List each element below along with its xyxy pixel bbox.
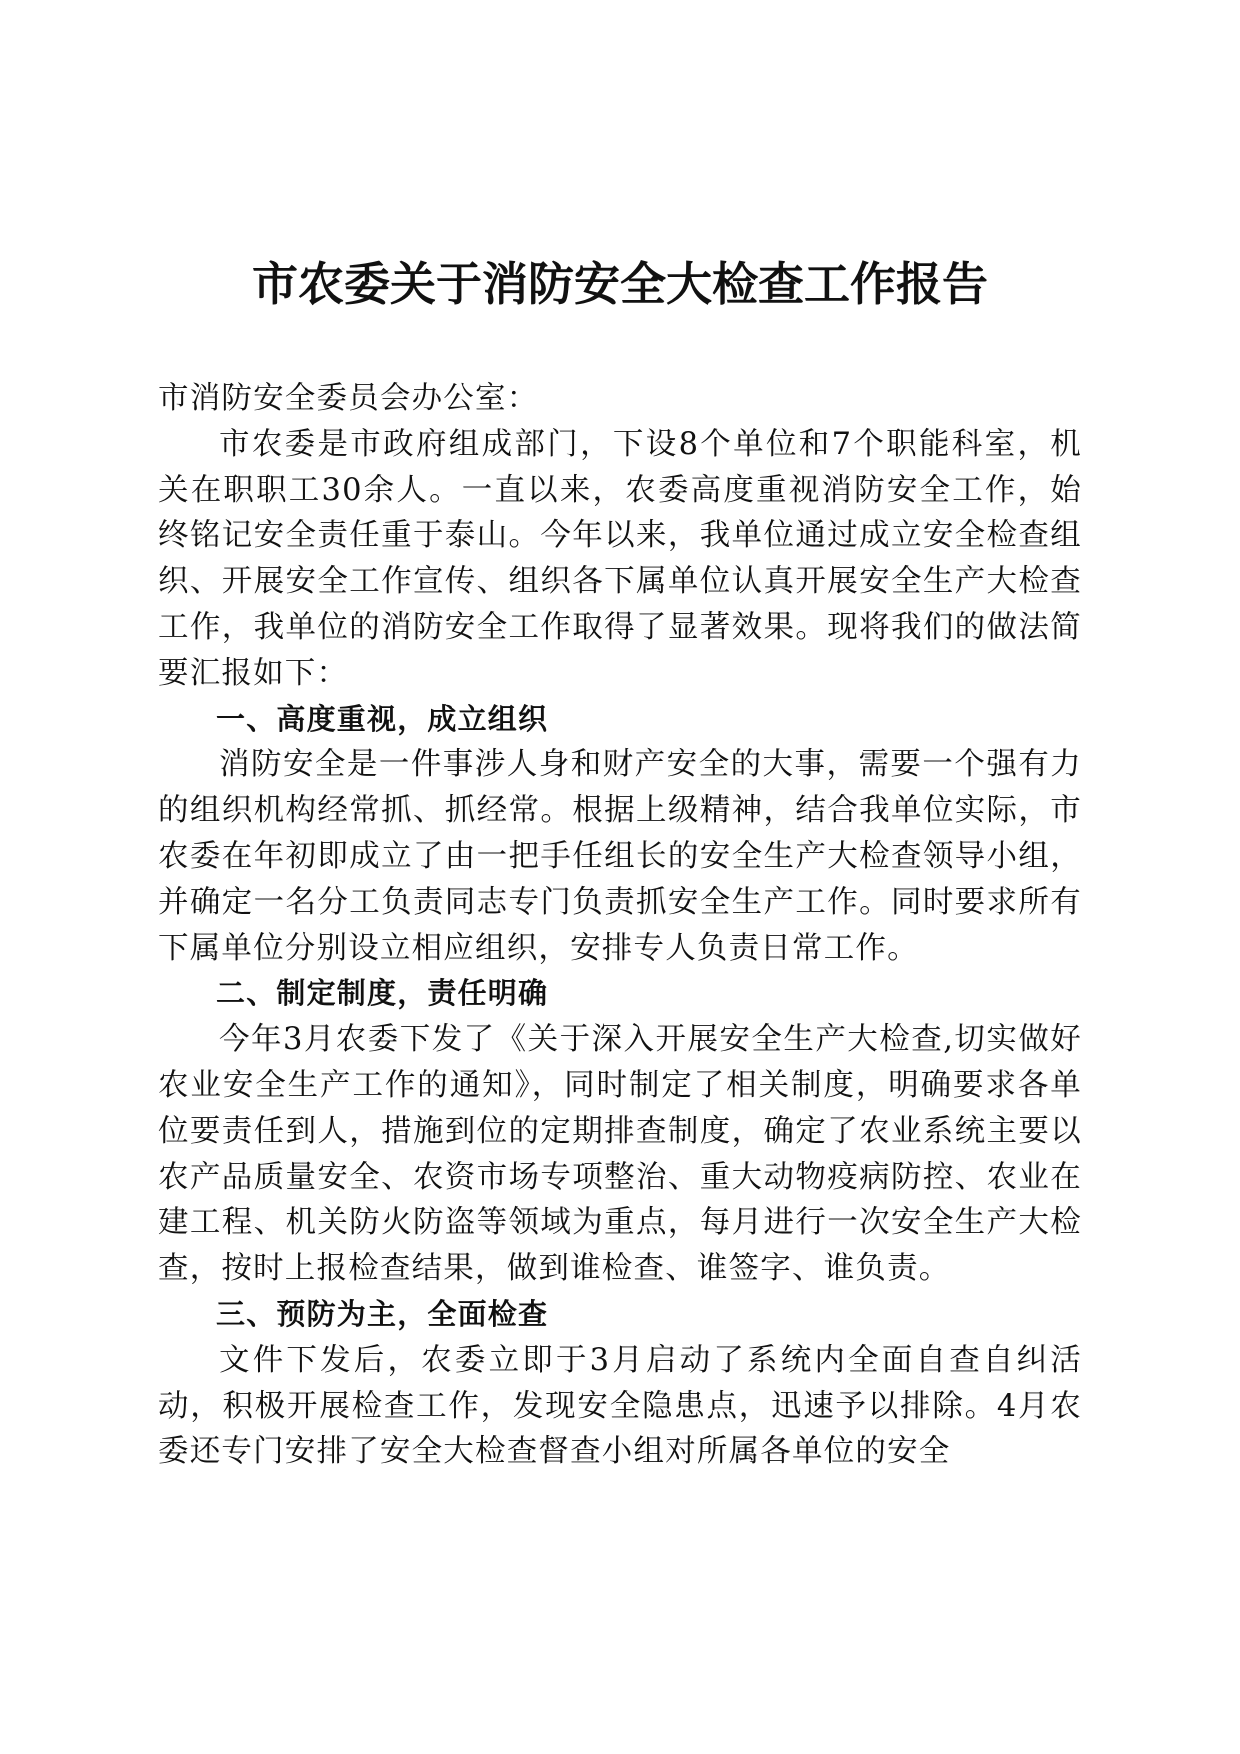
section-paragraph-2: 今年3月农委下发了《关于深入开展安全生产大检查,切实做好农业安全生产工作的通知》，同时制定了相关制度，明确要求各单位要责任到人，措施到位的定期排查制度，确定了农业系统主要以农产品质量安全、农资市场专项整治、重大动物疫病防控、农业在建工程、机关防火防盗等领域为重点，每月进行一次安全生产大检查，按时上报检查结果，做到谁检查、谁签字、谁负责。 — [158, 1022, 1082, 1287]
salutation: 市消防安全委员会办公室： — [158, 381, 539, 416]
section-paragraph-3: 文件下发后，农委立即于3月启动了系统内全面自查自纠活动，积极开展检查工作，发现安全隐患点，迅速予以排除。4月农委还专门安排了安全大检查督查小组对所属各单位的安全 — [158, 1342, 1082, 1470]
intro-paragraph: 市农委是市政府组成部门，下设8个单位和7个职能科室，机关在职职工30余人。一直以来，农委高度重视消防安全工作，始终铭记安全责任重于泰山。今年以来，我单位通过成立安全检查组织、开展安全工作宣传、组织各下属单位认真开展安全生产大检查工作，我单位的消防安全工作取得了显著效果。现将我们的做法简要汇报如下： — [158, 426, 1082, 691]
document-body — [158, 376, 1082, 1475]
section-heading-1: 一、高度重视，成立组织 — [216, 701, 549, 736]
section-paragraph-1: 消防安全是一件事涉人身和财产安全的大事，需要一个强有力的组织机构经常抓、抓经常。根据上级精神，结合我单位实际，市农委在年初即成立了由一把手任组长的安全生产大检查领导小组，并确定一名分工负责同志专门负责抓安全生产工作。同时要求所有下属单位分别设立相应组织，安排专人负责日常工作。 — [158, 747, 1082, 966]
document-title: 市农委关于消防安全大检查工作报告 — [252, 257, 988, 311]
section-heading-3: 三、预防为主，全面检查 — [216, 1296, 549, 1331]
section-heading-2: 二、制定制度，责任明确 — [216, 976, 549, 1011]
